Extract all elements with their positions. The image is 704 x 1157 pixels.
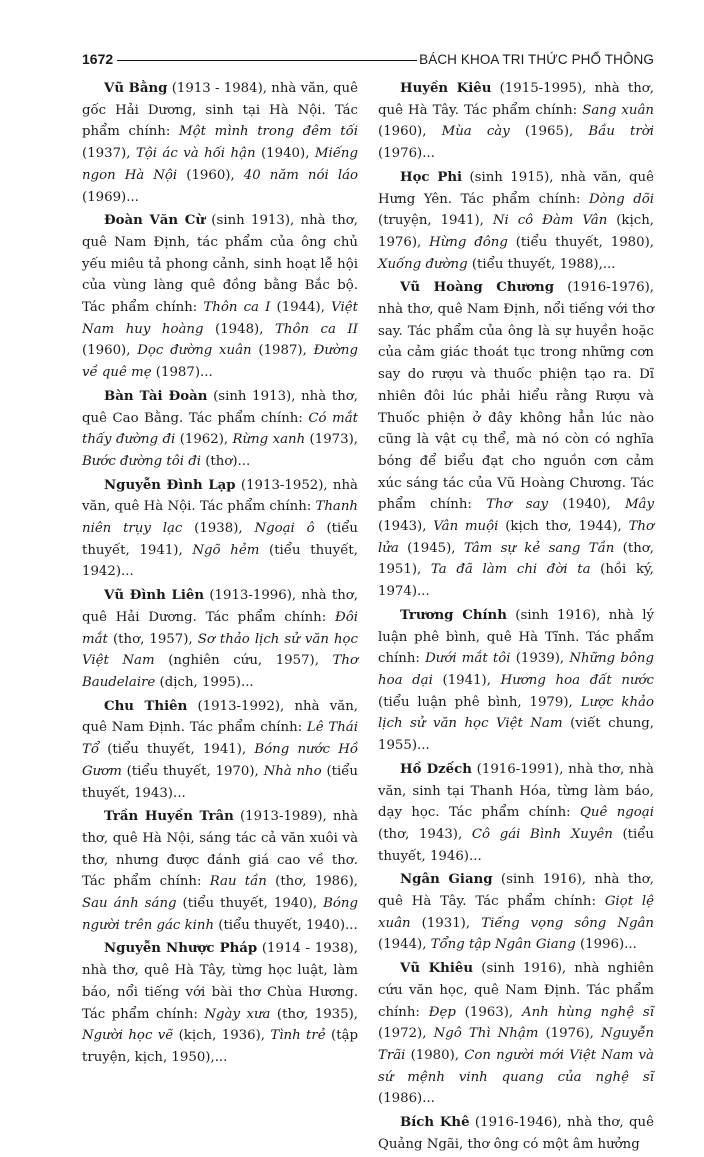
entry-text: (1913-1992), nhà văn, quê Nam Định. Tác phẩm chính: <box>82 698 358 736</box>
entry-text: (1943), <box>378 519 434 535</box>
entry-text: (tiểu thuyết, 1970), <box>121 763 264 779</box>
right-column <box>378 78 654 1157</box>
entry <box>378 605 654 757</box>
entry-text: (1960), <box>82 343 138 359</box>
entry-text: (tập truyện, kịch, 1950),... <box>82 1028 359 1065</box>
work-title: Ta đã làm chi đời ta <box>430 562 591 578</box>
work-title: Lược khảo lịch sử văn học Việt Nam <box>378 694 654 732</box>
work-title: Thơ say <box>486 497 549 513</box>
entry-text: (sinh 1913), nhà thơ, quê Cao Bằng. Tác phẩm chính: <box>82 388 359 426</box>
entry-text: (thơ, 1943), <box>378 826 472 842</box>
entry-text: (sinh 1915), nhà văn, quê Hưng Yên. Tác phẩm chính: <box>378 169 654 207</box>
work-title: Miếng ngon Hà Nội <box>82 146 358 183</box>
entry-text: (1944), <box>378 937 431 953</box>
entry <box>82 78 358 208</box>
entry-name: Đoàn Văn Cừ <box>104 213 206 229</box>
entry-text: (tiểu thuyết, 1943)... <box>82 763 358 801</box>
work-title: Có mắt thấy đường đi <box>82 410 358 448</box>
entry-text: (sinh 1916), nhà lý luận phê bình, quê Hà Tĩnh. Tác phẩm chính: <box>378 607 654 667</box>
entry-text: (1965), <box>509 124 589 140</box>
work-title: Tội ác và hối hận <box>135 146 256 162</box>
entry-text: (tiểu thuyết, 1946)... <box>378 826 654 864</box>
entry-name: Trương Chính <box>400 607 507 623</box>
entry-name: Nguyễn Đình Lạp <box>104 477 236 493</box>
entry-text: (1960), <box>378 124 442 140</box>
entry <box>82 806 358 936</box>
entry-name: Huyền Kiêu <box>400 81 492 96</box>
entry-text: (kịch, 1976), <box>378 213 654 250</box>
entry-text: (viết chung, 1955)... <box>378 716 655 754</box>
entry-text: (1913-1996), nhà thơ, quê Hải Dương. Tác phẩm chính: <box>82 588 359 625</box>
entry-text: (1945), <box>398 540 464 556</box>
work-title: Ngoại ô <box>254 521 315 537</box>
entry-text: (1948), <box>203 321 276 337</box>
work-title: Dòng dõi <box>588 191 654 207</box>
entry-name: Ngân Giang <box>400 872 493 888</box>
work-title: Lê Thái Tổ <box>82 720 358 758</box>
entry-name: Hồ Dzếch <box>400 761 472 777</box>
entry-text: (1938), <box>182 521 255 537</box>
entry <box>378 167 654 276</box>
entry-text: (1986)... <box>378 1091 435 1107</box>
work-title: Nhà nho <box>263 763 322 779</box>
entry-text: (1939), <box>510 651 570 667</box>
work-title: Thôn ca I <box>203 300 271 316</box>
entry-name: Vũ Hoàng Chương <box>400 280 554 296</box>
entry-text: (1914 - 1938), nhà thơ, quê Hà Tây, từng học luật, làm báo, nổi tiếng với bài thơ Chùa Hương. Tác phẩm chính: <box>82 941 358 1022</box>
work-title: Xuống đường <box>378 256 468 272</box>
entry-name: Vũ Đình Liên <box>104 588 205 604</box>
work-title: Sơ thảo lịch sử văn học Việt Nam <box>82 631 358 669</box>
entry-text: (tiểu thuyết, 1940)... <box>214 917 358 933</box>
left-column <box>82 78 358 1071</box>
work-title: Ngô Thì Nhậm <box>433 1026 539 1042</box>
work-title: Ngày xưa <box>204 1006 271 1022</box>
entry <box>82 938 358 1068</box>
work-title: Tình trẻ <box>270 1028 326 1044</box>
page-header <box>82 48 654 70</box>
entry-text: (1962), <box>175 432 233 448</box>
entry-name: Chu Thiên <box>104 698 188 714</box>
work-title: Ngõ hẻm <box>192 542 260 558</box>
entry <box>378 759 654 868</box>
work-title: Những bông hoa dại <box>378 651 654 688</box>
entry-text: (1969)... <box>82 189 139 205</box>
entry-name: Bích Khê <box>400 1115 470 1131</box>
entry <box>82 585 358 694</box>
page-number: 1672 <box>82 51 114 67</box>
entry-text: (thơ, 1935), <box>270 1006 358 1022</box>
work-title: Mùa cày <box>441 124 510 140</box>
work-title: Hương hoa đất nước <box>500 672 654 688</box>
entry-text: (1916-1991), nhà thơ, nhà văn, sinh tại Thanh Hóa, từng làm báo, dạy học. Tác phẩm chính: <box>378 761 654 821</box>
entry-text: (tiểu thuyết, 1980), <box>507 234 655 250</box>
work-title: Vân muội <box>433 519 499 535</box>
work-title: Bóng người trên gác kinh <box>82 896 358 933</box>
entry-text: (sinh 1916), nhà thơ, quê Hà Tây. Tác phẩm chính: <box>378 872 654 910</box>
entry-text: (1963), <box>455 1004 522 1020</box>
work-title: Sang xuân <box>582 102 654 118</box>
entry-text: (1980), <box>405 1047 465 1063</box>
entry-text: (tiểu thuyết, 1940), <box>176 896 324 912</box>
entry-text: (tiểu thuyết, 1941), <box>99 742 255 758</box>
entry <box>82 386 358 473</box>
work-title: Thôn ca II <box>275 321 358 337</box>
entry-text: (kịch, 1936), <box>173 1028 271 1044</box>
entry-text: (sinh 1913), nhà thơ, quê Nam Định, tác phẩm của ông chủ yếu miêu tả phong cảnh, sinh hoạt lễ hội của vùng làng quê đồng bằng Bắc bộ. Tác phẩm chính: <box>82 213 359 316</box>
entry-text: (1913 - 1984), nhà văn, quê gốc Hải Dương, sinh tại Hà Nội. Tác phẩm chính: <box>82 81 358 140</box>
work-title: Bóng nước Hồ Gươm <box>82 742 358 779</box>
work-title: Cô gái Bình Xuyên <box>471 826 613 842</box>
entry-text: (1944), <box>270 300 332 316</box>
entry <box>378 958 654 1110</box>
work-title: Thơ lửa <box>378 519 655 556</box>
work-title: Việt Nam huy hoàng <box>82 300 358 337</box>
entry-name: Vũ Bằng <box>104 81 168 96</box>
entry-text: (thơ)... <box>201 453 251 469</box>
work-title: Tổng tập Ngân Giang <box>430 937 576 953</box>
entry-text: (tiểu thuyết, 1988),... <box>467 256 616 272</box>
entry-name: Bàn Tài Đoàn <box>104 388 208 404</box>
book-title: BÁCH KHOA TRI THỨC PHỔ THÔNG <box>419 51 654 67</box>
entry-text: (1976)... <box>378 146 435 162</box>
entry-text: (thơ, 1951), <box>378 540 654 578</box>
entry <box>82 210 358 384</box>
entry-text: (1973), <box>305 432 358 448</box>
entry <box>378 1112 654 1155</box>
entry-text: (1976), <box>538 1026 602 1042</box>
work-title: Mây <box>624 497 654 513</box>
work-title: Tiếng vọng sông Ngân <box>481 915 654 931</box>
work-title: Con người mới Việt Nam và sứ mệnh vinh quang của nghệ sĩ <box>378 1047 654 1085</box>
entry-text: (hồi ký, 1974)... <box>378 562 655 600</box>
work-title: Bước đường tôi đi <box>82 453 201 469</box>
entry-text: (1972), <box>378 1026 434 1042</box>
entry-name: Vũ Khiêu <box>400 961 474 977</box>
work-title: Đường về quê mẹ <box>82 343 358 381</box>
work-title: Sau ánh sáng <box>82 896 177 912</box>
work-title: Quê ngoại <box>580 805 654 821</box>
entry-text: (1987), <box>251 343 314 359</box>
entry-text: (kịch thơ, 1944), <box>498 519 629 535</box>
entry-text: (tiểu thuyết, 1941), <box>82 521 358 558</box>
entry-text: (1941), <box>432 672 501 688</box>
entry-name: Trần Huyền Trân <box>104 809 234 825</box>
work-title: Thanh niên trụy lạc <box>82 499 358 537</box>
entry <box>378 277 654 603</box>
entry-text: (1940), <box>548 497 625 513</box>
entry-text: (thơ, 1957), <box>107 631 198 647</box>
entry-text: (1996)... <box>575 937 637 953</box>
entry-text: (sinh 1916), nhà nghiên cứu văn học, quê Nam Định. Tác phẩm chính: <box>378 961 654 1020</box>
entry-text: (1960), <box>177 167 244 183</box>
work-title: Tâm sự kẻ sang Tần <box>463 540 615 556</box>
work-title: Nguyễn Trãi <box>378 1026 654 1063</box>
entry-text: (nghiên cứu, 1957), <box>154 653 333 669</box>
entry <box>82 475 358 584</box>
entry-text: (thơ, 1986), <box>266 874 358 890</box>
entry-text: (1913-1989), nhà thơ, quê Hà Nội, sáng tác cả văn xuôi và thơ, nhưng được đánh giá cao về thơ. Tác phẩm chính: <box>82 809 358 890</box>
work-title: Dọc đường xuân <box>137 343 252 359</box>
entry-text: (1937), <box>82 146 136 162</box>
entry-text: (tiểu thuyết, 1942)... <box>82 542 358 580</box>
entry <box>82 696 358 805</box>
entry-text: (1987)... <box>151 365 213 381</box>
work-title: Rau tần <box>209 874 267 890</box>
work-title: Rừng xanh <box>232 432 306 448</box>
entry <box>378 78 654 165</box>
entry-name: Nguyễn Nhược Pháp <box>104 941 258 957</box>
entry <box>378 869 654 956</box>
work-title: Người học vẽ <box>82 1028 174 1044</box>
entry-text: (1916-1976), nhà thơ, quê Nam Định, nổi tiếng với thơ say. Tác phẩm của ông là sự huyền hoặc của cảm giác thoát tục trong những cơn say do rượu và thuốc phiện tạo ra. Dĩ nhiên đôi lúc phải hiểu rằng Rượu và Thuốc phiện ở đây không hẳn lúc nào cũng là vật cụ thể, mà nó còn có nghĩa bóng để biểu đạt cho nguồn cơn cảm xúc sáng tác của Vũ Hoàng Chương. Tác phẩm chính: <box>378 280 654 513</box>
work-title: Đôi mắt <box>82 609 358 647</box>
entry-name: Học Phi <box>400 169 463 185</box>
entry-text: (1913-1952), nhà văn, quê Hà Nội. Tác phẩm chính: <box>82 477 358 515</box>
entry-text: (1916-1946), nhà thơ, quê Quảng Ngãi, thơ ông có một âm hưởng <box>378 1115 654 1152</box>
work-title: Anh hùng nghệ sĩ <box>521 1004 654 1020</box>
work-title: Đẹp <box>428 1004 456 1020</box>
work-title: 40 năm nói láo <box>243 167 358 183</box>
work-title: Bầu trời <box>588 124 654 140</box>
header-rule <box>117 60 417 61</box>
work-title: Giọt lệ xuân <box>378 894 654 931</box>
work-title: Thơ Baudelaire <box>82 653 358 690</box>
entry-text: (1931), <box>410 915 482 931</box>
entry-text: (1915-1995), nhà thơ, quê Hà Tây. Tác phẩm chính: <box>378 81 654 118</box>
entry-text: (tiểu luận phê bình, 1979), <box>378 694 581 710</box>
work-title: Một mình trong đêm tối <box>178 124 358 140</box>
work-title: Dưới mắt tôi <box>425 651 511 667</box>
entry-text: (dịch, 1995)... <box>155 674 254 690</box>
work-title: Hừng đông <box>429 234 508 250</box>
entry-text: (truyện, 1941), <box>378 213 493 229</box>
work-title: Ni cô Đàm Vân <box>492 213 608 229</box>
entry-text: (1940), <box>255 146 315 162</box>
